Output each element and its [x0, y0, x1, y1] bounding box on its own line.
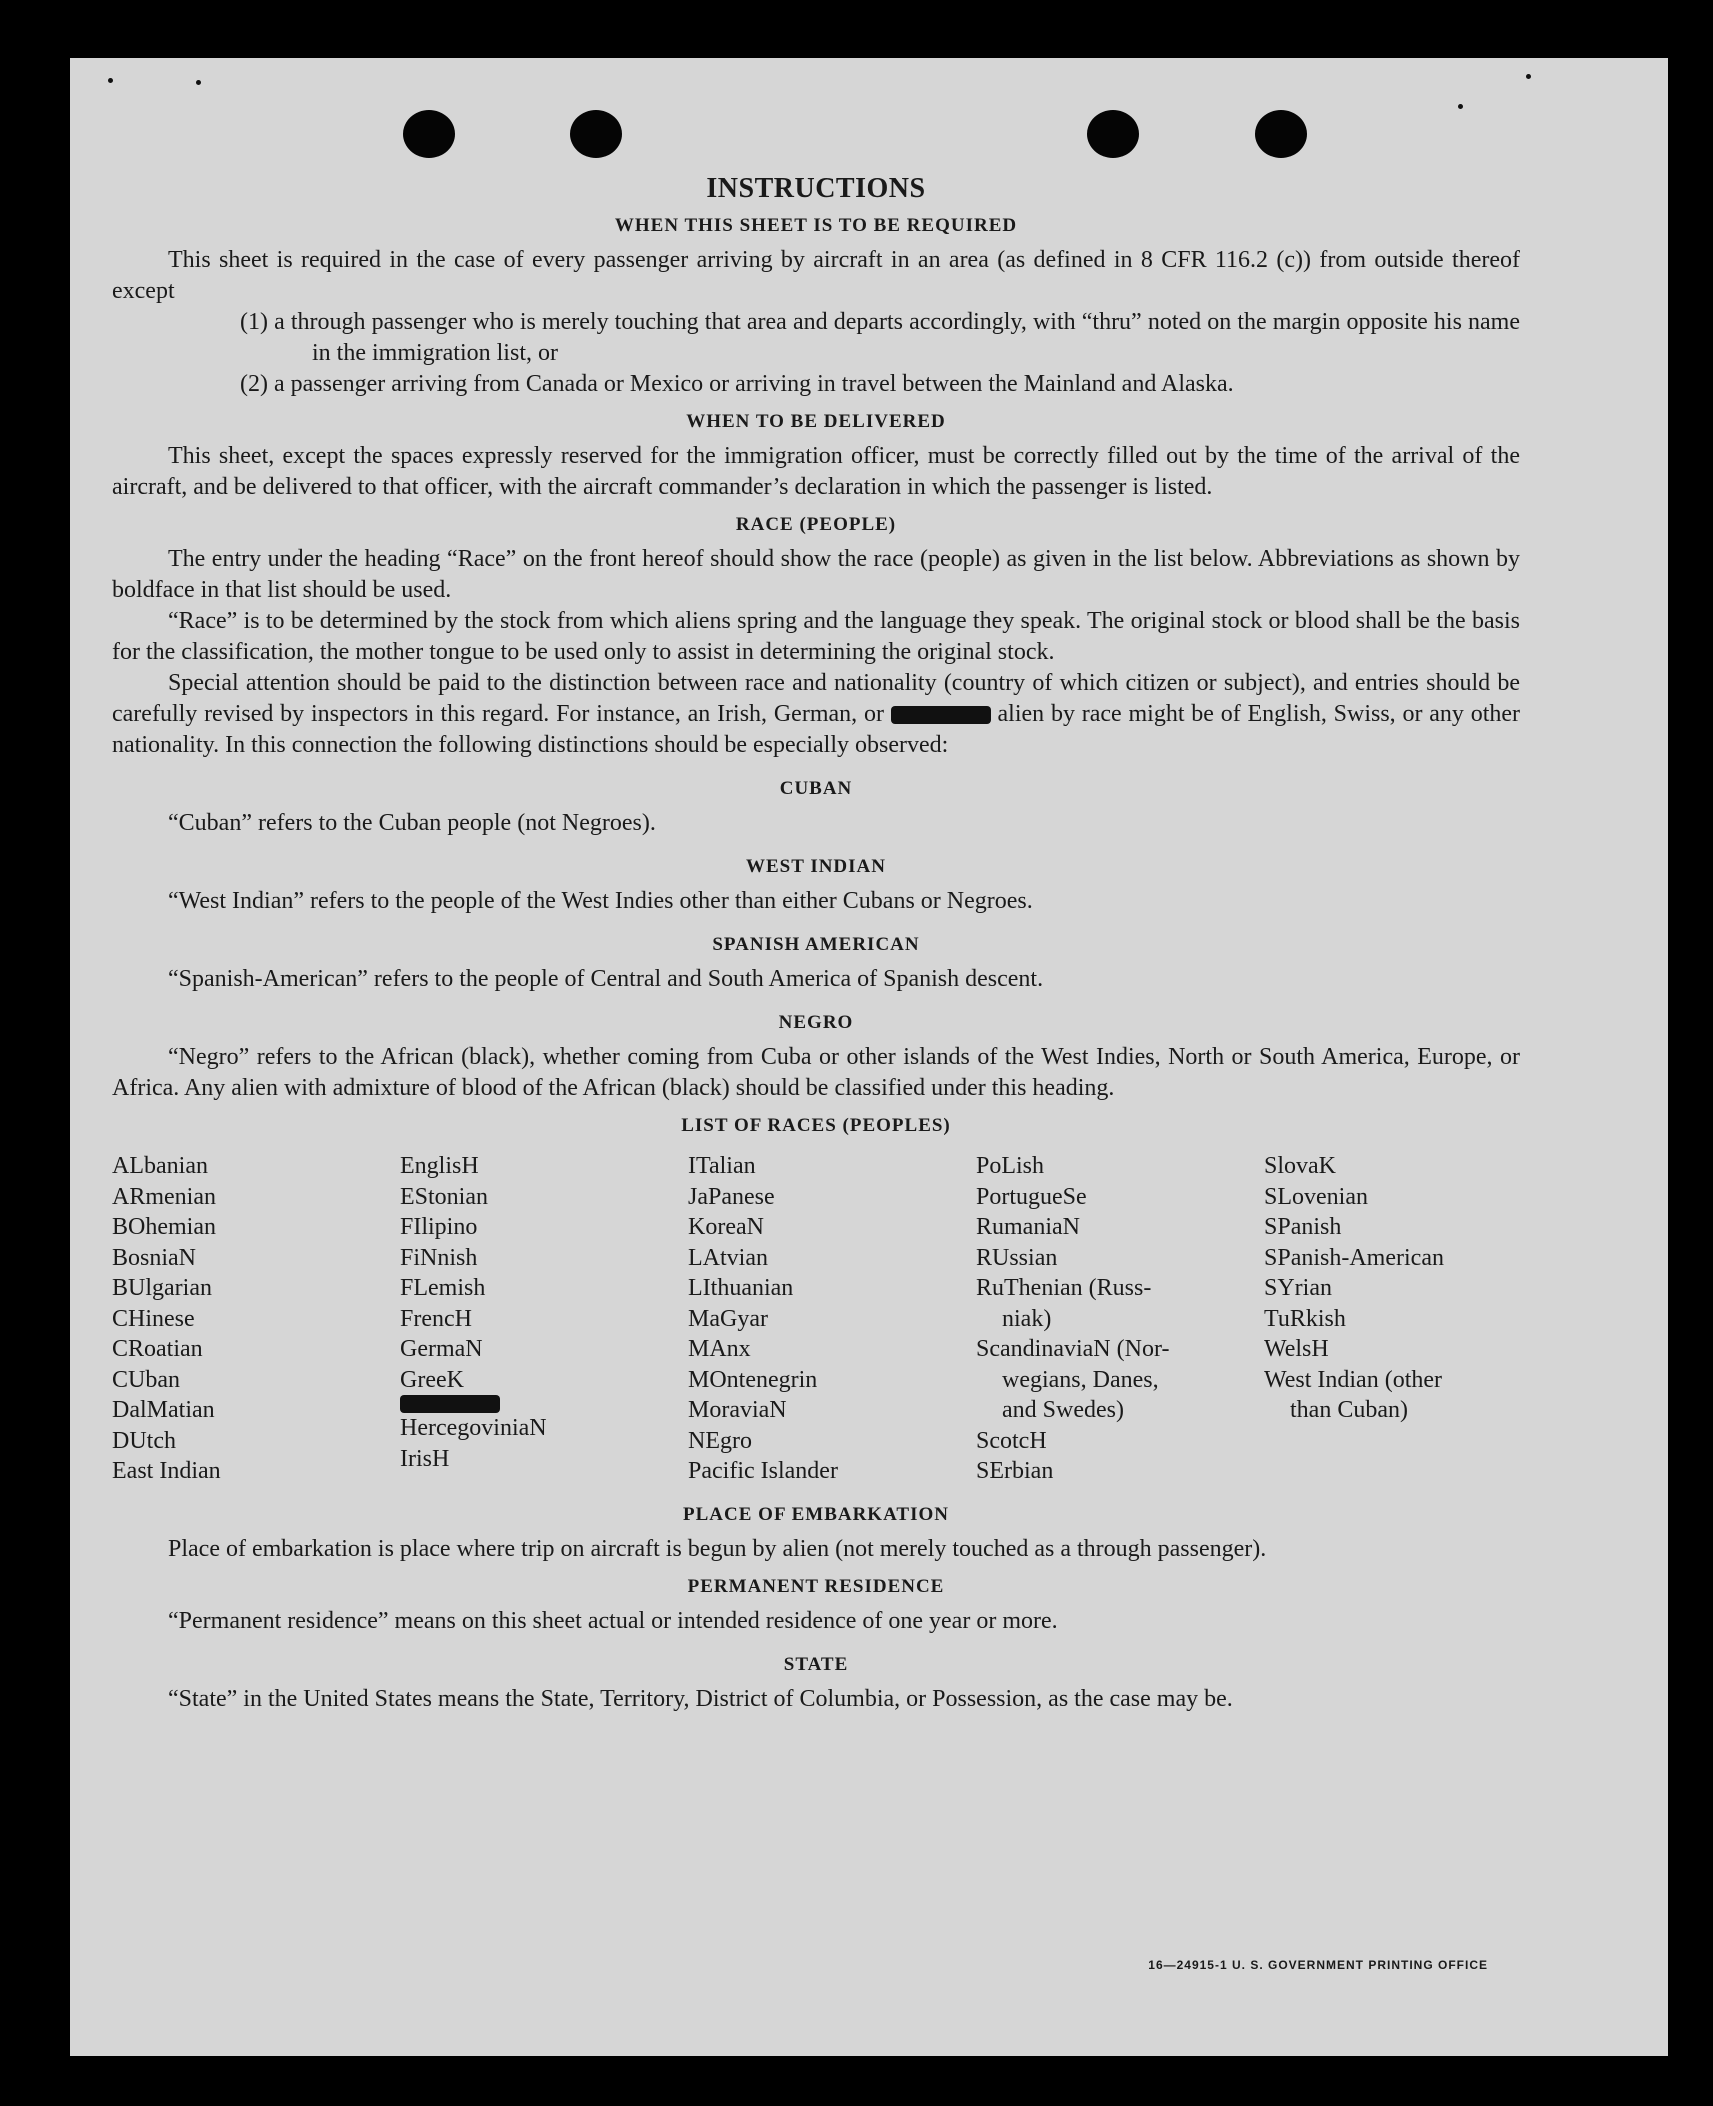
- race-column-4: [976, 1151, 1264, 1487]
- speck: [1526, 74, 1531, 79]
- race-entry: ALbanian: [112, 1153, 208, 1179]
- heading-state: STATE: [783, 1653, 849, 1675]
- race-column-3: [688, 1151, 976, 1487]
- cuban-text: “Cuban” refers to the Cuban people (not Negroes).: [168, 810, 656, 836]
- race-paragraph-3a: Special attention should be paid to the distinction between race and nationality (country of which citizen or subject), and entries should be carefully revised by inspectors in this regard. For instance, an Irish, German, or: [112, 670, 1520, 727]
- race-entry: KoreaN: [688, 1214, 764, 1240]
- race-entry: DUtch: [112, 1427, 176, 1454]
- required-item-2: (2) a passenger arriving from Canada or Mexico or arriving in travel between the Mainland and Alaska.: [240, 371, 1234, 397]
- redaction-mark: [400, 1395, 500, 1413]
- state-text: “State” in the United States means the State, Territory, District of Columbia, or Possession, as the case may be.: [168, 1685, 1233, 1712]
- heading-embarkation: PLACE OF EMBARKATION: [683, 1503, 949, 1525]
- race-entry-continued: niak): [1002, 1305, 1052, 1332]
- heading-delivered: WHEN TO BE DELIVERED: [686, 411, 946, 432]
- race-entry: CRoatian: [112, 1336, 203, 1362]
- race-entry: EStonian: [400, 1183, 488, 1210]
- heading-spanish-american: SPANISH AMERICAN: [712, 934, 920, 955]
- race-entry: SLovenian: [1264, 1183, 1368, 1210]
- race-entry: RuThenian (Russ-: [976, 1275, 1152, 1301]
- spanish-american-text: “Spanish-American” refers to the people of Central and South America of Spanish descent.: [168, 966, 1044, 992]
- race-entry: RUssian: [976, 1244, 1058, 1271]
- race-entry: WelsH: [1264, 1336, 1329, 1362]
- race-entry: EnglisH: [400, 1153, 479, 1179]
- printing-office-code: 16—24915-1 U. S. GOVERNMENT PRINTING OFFICE: [1148, 1958, 1488, 1972]
- race-entry: NEgro: [688, 1427, 752, 1454]
- race-entry: MAnx: [688, 1336, 751, 1362]
- punch-hole: [1087, 110, 1139, 158]
- speck: [196, 80, 201, 85]
- race-entry: FrencH: [400, 1305, 472, 1332]
- heading-negro: NEGRO: [778, 1012, 854, 1033]
- race-entry: LIthuanian: [688, 1275, 794, 1301]
- race-entry: CHinese: [112, 1305, 195, 1332]
- race-column-5: [1264, 1151, 1520, 1487]
- race-entry: East Indian: [112, 1458, 221, 1484]
- race-entry: SPanish-American: [1264, 1244, 1444, 1271]
- delivered-text: This sheet, except the spaces expressly reserved for the immigration officer, must be correctly filled out by the time of the arrival of the aircraft, and be delivered to that officer, with the aircraft commander’s declaration in which the passenger is listed.: [112, 443, 1520, 500]
- race-entry: GermaN: [400, 1336, 483, 1362]
- race-entry: ScotcH: [976, 1427, 1047, 1454]
- redaction-mark: [891, 706, 991, 724]
- race-entry: ScandinaviaN (Nor-: [976, 1336, 1170, 1362]
- embarkation-text: Place of embarkation is place where trip on aircraft is begun by alien (not merely touched as a through passenger).: [168, 1535, 1267, 1562]
- heading-race: RACE (PEOPLE): [735, 514, 897, 535]
- race-entry: CUban: [112, 1366, 180, 1393]
- heading-list-of-races: LIST OF RACES (PEOPLES): [681, 1115, 951, 1136]
- race-entry: MaGyar: [688, 1305, 768, 1332]
- race-entry: BosniaN: [112, 1244, 196, 1271]
- instructions-content: [112, 173, 1520, 1715]
- race-column-1: [112, 1151, 400, 1487]
- required-item-1: (1) a through passenger who is merely touching that area and departs accordingly, with “thru” noted on the margin opposite his name in the immigration list, or: [240, 309, 1520, 366]
- race-paragraph-3b: alien by race might be of English, Swiss, or any other nationality. In this connection the following distinctions should be especially observed:: [112, 701, 1521, 758]
- race-entry: ARmenian: [112, 1183, 216, 1210]
- punch-hole: [1255, 110, 1307, 158]
- race-paragraph-2: “Race” is to be determined by the stock from which aliens spring and the language they speak. The original stock or blood shall be the basis for the classification, the mother tongue to be used only to assist in determining the original stock.: [112, 608, 1520, 665]
- residence-text: “Permanent residence” means on this sheet actual or intended residence of one year or more.: [168, 1607, 1058, 1634]
- race-entry: PoLish: [976, 1153, 1045, 1179]
- race-entry: SlovaK: [1264, 1153, 1336, 1179]
- race-entry: TuRkish: [1264, 1305, 1346, 1332]
- race-entry: FIlipino: [400, 1214, 478, 1240]
- race-entry: HercegoviniaN: [400, 1415, 547, 1441]
- race-entry: LAtvian: [688, 1244, 768, 1271]
- race-entry: GreeK: [400, 1366, 464, 1393]
- west-indian-text: “West Indian” refers to the people of the West Indies other than either Cubans or Negroes.: [168, 888, 1033, 914]
- punch-hole: [403, 110, 455, 158]
- race-entry: MoraviaN: [688, 1397, 787, 1423]
- punch-hole: [570, 110, 622, 158]
- race-entry: PortugueSe: [976, 1183, 1087, 1210]
- race-entry: MOntenegrin: [688, 1366, 818, 1393]
- race-entry: FiNnish: [400, 1244, 478, 1271]
- heading-cuban: CUBAN: [779, 778, 853, 799]
- race-entry: DalMatian: [112, 1397, 215, 1423]
- race-entry: SErbian: [976, 1458, 1054, 1484]
- race-entry: Pacific Islander: [688, 1458, 838, 1484]
- race-entry: JaPanese: [688, 1183, 775, 1210]
- heading-residence: PERMANENT RESIDENCE: [687, 1575, 945, 1597]
- race-entry: SPanish: [1264, 1214, 1342, 1240]
- speck: [1458, 104, 1463, 109]
- document-sheet: [70, 58, 1668, 2056]
- page-title: INSTRUCTIONS: [706, 173, 926, 204]
- speck: [108, 78, 113, 83]
- race-entry: West Indian (other: [1264, 1366, 1443, 1393]
- race-entry-redacted: [400, 1395, 688, 1413]
- negro-text: “Negro” refers to the African (black), whether coming from Cuba or other islands of the West Indies, North or South America, Europe, or Africa. Any alien with admixture of blood of the African (black) should be classified under this heading.: [112, 1044, 1520, 1101]
- race-entry: FLemish: [400, 1275, 486, 1301]
- race-entry: IrisH: [400, 1445, 450, 1472]
- heading-required: WHEN THIS SHEET IS TO BE REQUIRED: [614, 215, 1018, 236]
- race-column-2: [400, 1151, 688, 1487]
- race-entry-continued: than Cuban): [1290, 1397, 1408, 1423]
- race-entry: BOhemian: [112, 1214, 216, 1240]
- race-paragraph-3: [112, 668, 1520, 761]
- heading-west-indian: WEST INDIAN: [746, 856, 886, 877]
- race-list: [112, 1151, 1520, 1487]
- race-paragraph-1: The entry under the heading “Race” on the front hereof should show the race (people) as given in the list below. Abbreviations as shown by boldface in that list should be used.: [112, 546, 1520, 603]
- race-entry: RumaniaN: [976, 1214, 1080, 1240]
- race-entry: SYrian: [1264, 1275, 1332, 1301]
- race-entry-continued: and Swedes): [1002, 1397, 1124, 1423]
- race-entry: BUlgarian: [112, 1275, 212, 1301]
- race-entry-continued: wegians, Danes,: [1002, 1366, 1159, 1393]
- required-intro: This sheet is required in the case of every passenger arriving by aircraft in an area (as defined in 8 CFR 116.2 (c)) from outside thereof except: [112, 247, 1520, 304]
- race-entry: ITalian: [688, 1153, 756, 1179]
